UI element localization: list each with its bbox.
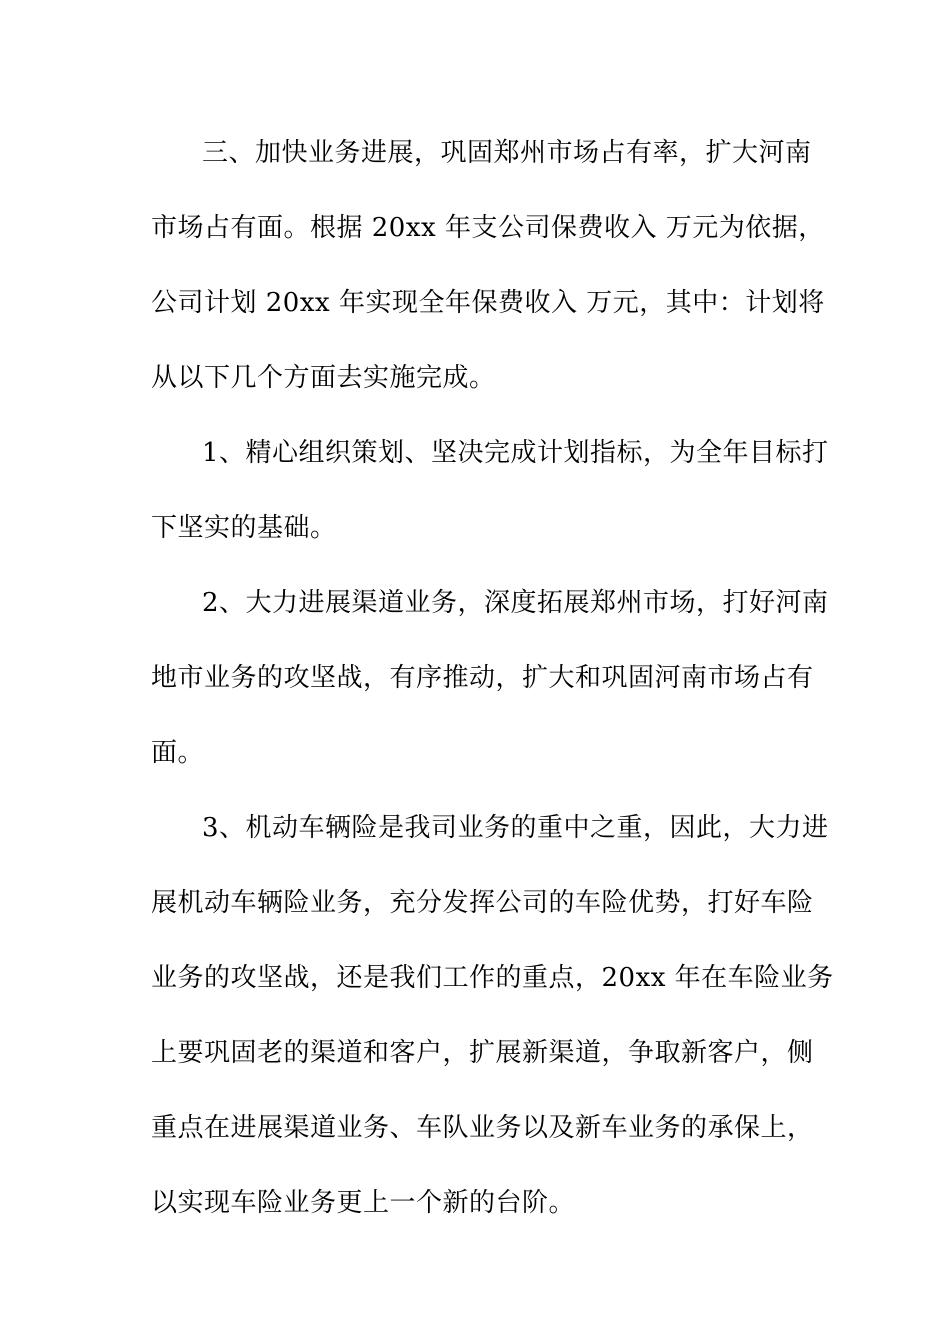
item-3-line-1: 3、机动车辆险是我司业务的重中之重，因此，大力进: [202, 813, 829, 843]
item-3-line-5: 重点在进展渠道业务、车队业务以及新车业务的承保上，: [151, 1113, 814, 1143]
item-3-line-4: 上要巩固老的渠道和客户，扩展新渠道，争取新客户，侧: [151, 1038, 814, 1068]
item-1-line-1: 1、精心组织策划、坚决完成计划指标，为全年目标打: [202, 438, 829, 468]
item-3-line-2: 展机动车辆险业务，充分发挥公司的车险优势，打好车险: [151, 888, 814, 918]
item-2-line-2: 地市业务的攻坚战，有序推动，扩大和巩固河南市场占有: [151, 663, 814, 693]
item-2-line-1: 2、大力进展渠道业务，深度拓展郑州市场，打好河南: [202, 588, 829, 618]
paragraph-3-line-1: 三、加快业务进展，巩固郑州市场占有率，扩大河南: [202, 138, 812, 168]
paragraph-3-line-2: 市场占有面。根据 20xx 年支公司保费收入 万元为依据，: [151, 213, 825, 243]
item-1-line-2: 下坚实的基础。: [151, 513, 337, 543]
item-3-line-6: 以实现车险业务更上一个新的台阶。: [151, 1188, 576, 1218]
paragraph-3-line-4: 从以下几个方面去实施完成。: [151, 363, 496, 393]
item-2-line-3: 面。: [151, 738, 205, 768]
item-3-line-3: 业务的攻坚战，还是我们工作的重点，20xx 年在车险业务: [151, 963, 834, 993]
paragraph-3-line-3: 公司计划 20xx 年实现全年保费收入 万元，其中：计划将: [151, 288, 825, 318]
